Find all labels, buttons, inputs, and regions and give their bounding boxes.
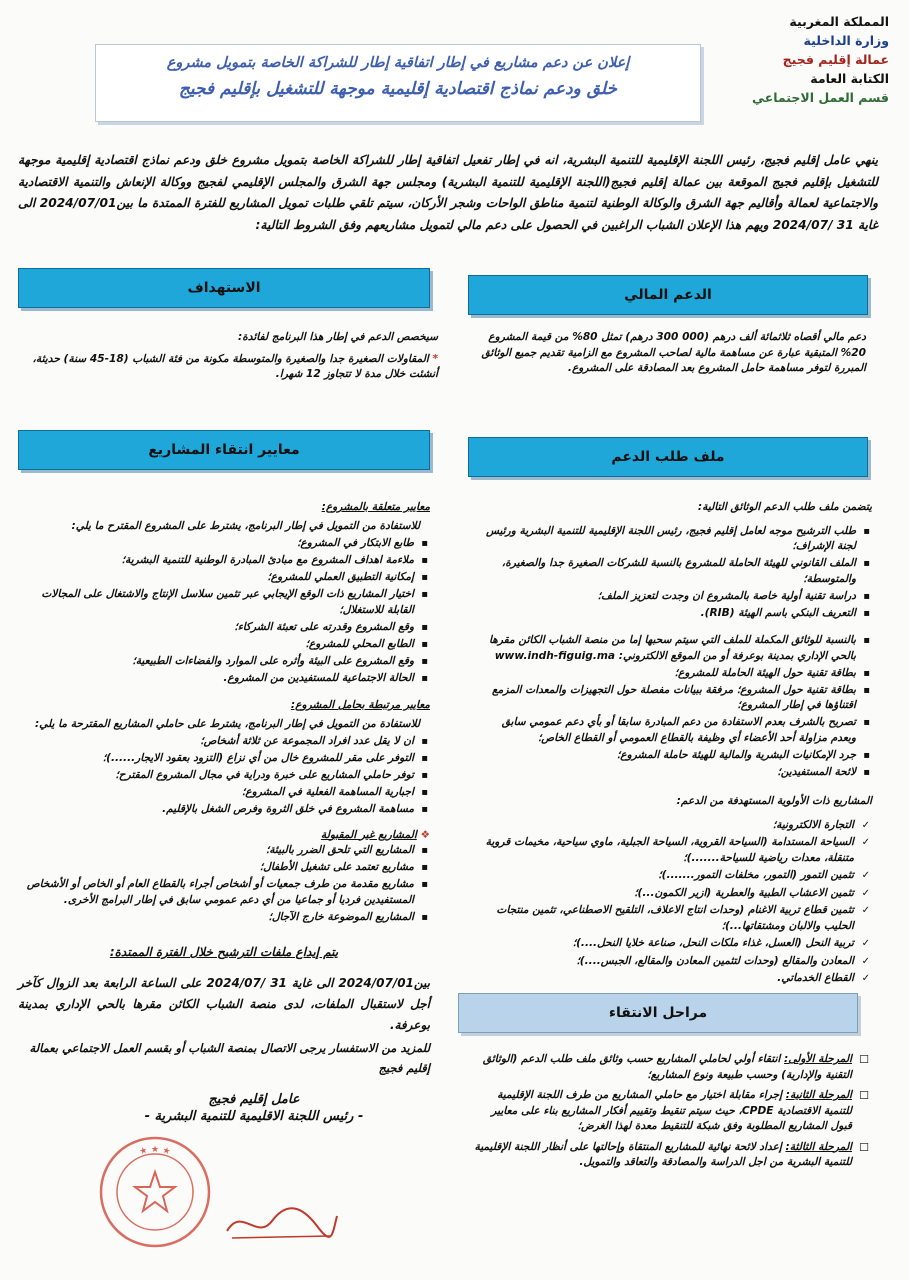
list-item: ▪ لائحة المستفيدين؛ bbox=[480, 765, 856, 781]
stage-text: إجراء مقابلة اختيار مع حاملي المشاريع من طرف اللجنة الإقليمية للتنمية الاقتصادية CPDE، حيث سيتم تنقيط وتقييم أفكار المشاريع بناء على معايير قبول المشاريع المطلوبة وفق شبكة للتنقيط معدة لهذا الغرض؛ bbox=[491, 1089, 852, 1132]
application-file-list-extra bbox=[480, 633, 872, 780]
stage-label: المرحلة الأولى: bbox=[784, 1053, 852, 1065]
header-division: قسم العمل الاجتماعي bbox=[752, 90, 889, 105]
list-item: ▪ مشاريع تعتمد على تشغيل الأطفال؛ bbox=[18, 860, 414, 876]
targeting-item bbox=[18, 352, 438, 383]
header-kingdom: المملكة المغربية bbox=[789, 14, 889, 29]
list-item: ▪ دراسة تقنية أولية خاصة بالمشروع ان وجدت لتعزيز الملف؛ bbox=[480, 589, 856, 605]
selection-stages-heading-text: مراحل الانتقاء bbox=[608, 1005, 708, 1021]
rejected-projects-list bbox=[18, 843, 430, 925]
signature-title: عامل إقليم فجيج bbox=[208, 1091, 300, 1107]
announcement-title-line2: خلق ودعم نماذج اقتصادية إقليمية موجهة للتشغيل بإقليم فجيج bbox=[178, 79, 618, 99]
handwritten-signature bbox=[222, 1196, 342, 1246]
application-file-heading bbox=[468, 437, 868, 477]
list-item: ✓ التجارة الالكترونية؛ bbox=[480, 818, 854, 834]
list-item: ✓ تثمين قطاع تربية الاغنام (وحدات انتاج الاعلاف، التلقيح الاصطناعي، تثمين منتجات الحليب والالبان ومشتقاتها...)؛ bbox=[480, 903, 854, 934]
announcement-title-box bbox=[95, 44, 701, 122]
list-item: ▪ التوفر على مقر للمشروع خال من أي نزاع (التزود بعقود الايجار......)؛ bbox=[18, 751, 414, 767]
targeting-block bbox=[18, 330, 438, 383]
list-item bbox=[470, 1088, 852, 1135]
ministry-header bbox=[739, 12, 889, 107]
list-item: ▪ جرد الإمكانيات البشرية والمالية للهيئة حاملة المشروع؛ bbox=[480, 748, 856, 764]
svg-text:★ ★ ★: ★ ★ ★ bbox=[138, 1145, 172, 1158]
intro-paragraph: ينهي عامل إقليم فجيج، رئيس اللجنة الإقليمية للتنمية البشرية، انه في إطار تفعيل اتفاقية إطار للشراكة الخاصة بتمويل مشروع خلق ودعم نماذج اقتصادية إقليمية موجهة للتشغيل بإقليم فجيج الموقعة بين عمالة إقليم فجيج(اللجنة الإقليمية للتنمية البشرية) ومجلس جهة الشرق والمجلس الإقليمي لفجيج ووكالة الإنعاش والتنمية الاقتصادية والاجتماعية لعمالة وأقاليم جهة الشرق والوكالة الوطنية لتنمية مناطق الواحات وشجر الأركان، سيتم تلقي طلبات تمويل المشاريع للفترة الممتدة ما بين2024/07/01 الى غاية 31 /2024/07 ويهم هذا الإعلان الشباب الراغبين في الحصول على دعم مالي لتمويل مشاريعهم وفق الشروط التالية: bbox=[18, 153, 878, 232]
application-file-list bbox=[480, 524, 872, 622]
list-item: ▪ مشاريع مقدمة من طرف جمعيات أو أشخاص أجراء بالقطاع العام أو الخاص أو الأشخاص المستفيدين فرديا أو جماعيا من أي دعم عمومي سابق في إطار البرامج الأخرى. bbox=[18, 877, 414, 908]
criteria-holder-list bbox=[18, 734, 430, 818]
criteria-holder-intro: للاستفادة من التمويل في إطار البرنامج، يشترط على حاملي المشاريع المقترحة ما يلي: bbox=[34, 717, 420, 730]
selection-stages-block bbox=[470, 1052, 870, 1176]
list-item: ✓ تثمين التمور (التمور، مخلفات التمور.......)؛ bbox=[480, 868, 854, 884]
targeting-heading bbox=[18, 268, 430, 308]
deadline-text: بين2024/07/01 الى غاية 31 /2024/07 على الساعة الرابعة بعد الزوال كآخر أجل لاستقبال الملفات، لدى منصة الشباب الكائن مقرها بالحي الإداري بمدينة بوعرفة. bbox=[18, 975, 431, 1032]
application-file-heading-text: ملف طلب الدعم bbox=[611, 449, 725, 465]
application-file-intro: يتضمن ملف طلب الدعم الوثائق التالية: bbox=[697, 501, 872, 513]
list-item: ▪ إمكانية التطبيق العملي للمشروع؛ bbox=[18, 570, 414, 586]
list-item: ▪ الطابع المحلي للمشروع؛ bbox=[18, 637, 414, 653]
list-item: ▪ طلب الترشيح موجه لعامل إقليم فجيج، رئيس اللجنة الإقليمية للتنمية البشرية ورئيس لجنة الإشراف؛ bbox=[480, 524, 856, 555]
criteria-project-intro: للاستفادة من التمويل في إطار البرنامج، يشترط على المشروع المقترح ما يلي: bbox=[71, 519, 420, 532]
targeting-intro: سيخصص الدعم في إطار هذا البرنامج لفائدة: bbox=[237, 331, 438, 343]
stage-text: انتقاء أولي لحاملي المشاريع حسب وثائق ملف طلب الدعم (الوثائق التقنية والإدارية) وحسب طبيعة ونوع المشاريع؛ bbox=[482, 1053, 852, 1081]
announcement-title-line1: إعلان عن دعم مشاريع في إطار اتفاقية إطار للشراكة الخاصة بتمويل مشروع bbox=[166, 55, 630, 71]
header-prefecture: عمالة إقليم فجيج bbox=[782, 52, 889, 67]
selection-criteria-heading bbox=[18, 430, 430, 470]
targeting-item-text: المقاولات الصغيرة جدا والصغيرة والمتوسطة مكونة من فئة الشباب (18-45 سنة) حديثة، أنشئت خلال مدة لا تتجاوز 12 شهرا. bbox=[32, 352, 438, 380]
list-item: ▪ مساهمة المشروع في خلق الثروة وفرص الشغل بالإقليم. bbox=[18, 802, 414, 818]
rejected-projects-title-text: المشاريع غير المقبولة bbox=[320, 828, 417, 841]
star-bullet-icon: * bbox=[432, 352, 438, 365]
targeting-heading-text: الاستهداف bbox=[187, 280, 261, 296]
diamond-bullet-icon: ❖ bbox=[420, 828, 430, 841]
list-item: ✓ السياحة المستدامة (السياحة القروية، السياحة الجبلية، ماوي سياحية، مخيمات قروية متنقلة، معدات رياضية للسياحة.......)؛ bbox=[480, 835, 854, 866]
list-item: ▪ طابع الابتكار في المشروع؛ bbox=[18, 536, 414, 552]
signature-scribble-icon bbox=[222, 1196, 342, 1246]
stage-label: المرحلة الثانية: bbox=[785, 1089, 852, 1101]
list-item: ▪ الحالة الاجتماعية للمستفيدين من المشروع. bbox=[18, 671, 414, 687]
list-item: ▪ اجبارية المساهمة الفعلية في المشروع؛ bbox=[18, 785, 414, 801]
priority-list bbox=[480, 818, 872, 987]
list-item: ▪ ملاءمة اهداف المشروع مع مبادئ المبادرة الوطنية للتنمية البشرية؛ bbox=[18, 553, 414, 569]
header-ministry: وزارة الداخلية bbox=[803, 33, 889, 48]
selection-stages-heading bbox=[458, 993, 858, 1033]
list-item: ✓ تثمين الاعشاب الطبية والعطرية (ازير الكمون...)؛ bbox=[480, 886, 854, 902]
criteria-block bbox=[18, 500, 430, 1125]
list-item: ▪ ان لا يقل عدد افراد المجموعة عن ثلاثة أشخاص؛ bbox=[18, 734, 414, 750]
contact-text: للمزيد من الاستفسار يرجى الاتصال بمنصة الشباب أو بقسم العمل الاجتماعي بعمالة إقليم فجيج bbox=[29, 1040, 430, 1075]
list-item: ▪ الملف القانوني للهيئة الحاملة للمشروع بالنسبة للشركات الصغيرة جدا والصغيرة، والمتوسطة؛ bbox=[480, 556, 856, 587]
list-item: ▪ بالنسبة للوثائق المكملة للملف التي سيتم سحبها إما من منصة الشباب الكائن مقرها بالحي الإداري بمدينة بوعرفة أو من الموقع الالكتروني: www.indh-figuig.ma bbox=[480, 633, 856, 664]
application-file-block bbox=[480, 500, 872, 989]
stage-label: المرحلة الثالثة: bbox=[785, 1140, 852, 1153]
selection-criteria-heading-text: معايير انتقاء المشاريع bbox=[148, 442, 300, 458]
priority-title: المشاريع ذات الأولوية المستهدفة من الدعم: bbox=[676, 795, 872, 807]
stage-text: إعداد لائحة نهائية للمشاريع المنتقاة وإحالتها على أنظار اللجنة الإقليمية للتنمية البشرية من اجل الدراسة والمصادقة والتعاقد والتمويل. bbox=[474, 1140, 852, 1168]
list-item: ▪ اختيار المشاريع ذات الوقع الإيجابي عبر تثمين سلاسل الإنتاج والاشتغال على المجالات القابلة للاستغلال؛ bbox=[18, 587, 414, 618]
list-item: ▪ المشاريع الموضوعة خارج الآجال؛ bbox=[18, 910, 414, 926]
list-item bbox=[470, 1052, 852, 1083]
financial-support-text: دعم مالي أقصاه ثلاثمائة ألف درهم (000 300 درهم) تمثل 80% من قيمة المشروع 20% المتبقية عبارة عن مساهمة مالية لصاحب المشروع مع الزامية تقديم جميع الوثائق المبررة لتوفر مساهمة حامل المشروع بعد المصادقة على المشروع. bbox=[481, 331, 866, 374]
header-secretariat: الكتابة العامة bbox=[810, 71, 889, 86]
list-item: ▪ وقع المشروع على البيئة وأثره على الموارد والفضاءات الطبيعية؛ bbox=[18, 654, 414, 670]
official-seal-icon bbox=[95, 1132, 215, 1252]
list-item: ✓ المعادن والمقالع (وحدات لتثمين المعادن والمقالع، الجبس....)؛ bbox=[480, 954, 854, 970]
list-item: ✓ تربية النحل (العسل، غذاء ملكات النحل، صناعة خلايا النحل....)؛ bbox=[480, 936, 854, 952]
list-item: ▪ بطاقة تقنية حول الهيئة الحاملة للمشروع؛ bbox=[480, 666, 856, 682]
list-item: ▪ وقع المشروع وقدرته على تعبئة الشركاء؛ bbox=[18, 620, 414, 636]
criteria-project-list bbox=[18, 536, 430, 686]
financial-support-heading-text: الدعم المالي bbox=[624, 287, 712, 303]
rejected-projects-title bbox=[18, 828, 430, 844]
list-item: ▪ تصريح بالشرف بعدم الاستفادة من دعم المبادرة سابقا أو بأي دعم عمومي سابق وبعدم مزاولة أحد الأعضاء أي وظيفة بالقطاع العمومي أو القطاع الخاص؛ bbox=[480, 715, 856, 746]
criteria-holder-subtitle: معايير مرتبطة بحامل المشروع: bbox=[290, 699, 430, 711]
selection-stages-list bbox=[470, 1052, 870, 1171]
list-item: ▪ بطاقة تقنية حول المشروع؛ مرفقة ببيانات مفصلة حول التجهيزات والمعدات المزمع اقتناؤها في إطار المشروع؛ bbox=[480, 683, 856, 714]
list-item: ▪ توفر حاملي المشاريع على خبرة ودراية في مجال المشروع المقترح؛ bbox=[18, 768, 414, 784]
list-item: ▪ التعريف البنكي باسم الهيئة (RIB). bbox=[480, 606, 856, 622]
deadline-heading: يتم إيداع ملفات الترشيح خلال الفترة الممتدة: bbox=[109, 945, 339, 959]
signature-subtitle: - رئيس اللجنة الاقليمية للتنمية البشرية - bbox=[144, 1109, 364, 1124]
list-item bbox=[470, 1140, 852, 1171]
list-item: ▪ المشاريع التي تلحق الضرر بالبيئة؛ bbox=[18, 843, 414, 859]
criteria-project-subtitle: معايير متعلقة بالمشروع: bbox=[321, 501, 430, 513]
list-item: ✓ القطاع الخدماتي. bbox=[480, 971, 854, 987]
financial-support-heading bbox=[468, 275, 868, 315]
